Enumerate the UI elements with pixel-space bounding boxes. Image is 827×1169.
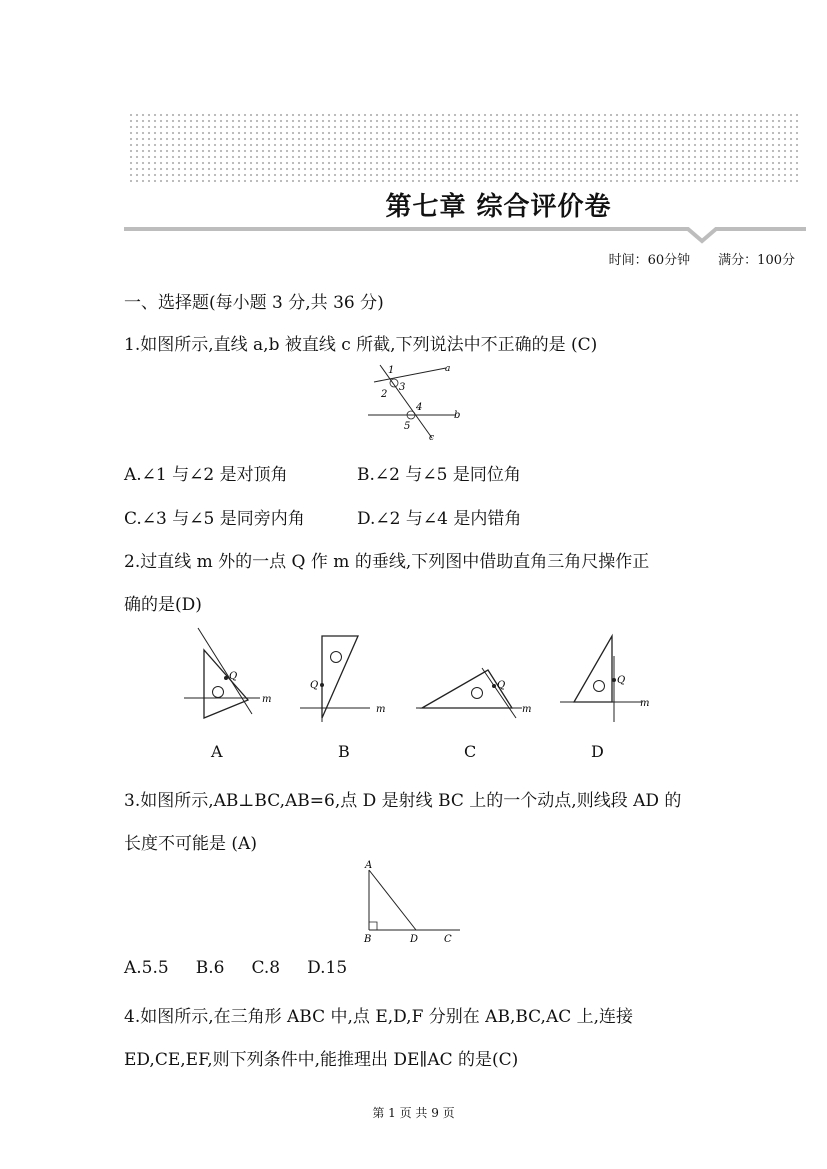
q2-caption-d: D [591, 742, 604, 761]
q4-stem-line1: 4.如图所示,在三角形 ABC 中,点 E,D,F 分别在 AB,BC,AC 上,连接 [124, 1007, 634, 1027]
q3-options: A.5.5 B.6 C.8 D.15 [124, 958, 348, 978]
q2-b-point-label: Q [310, 680, 319, 691]
q2-a-point-label: Q [229, 671, 238, 682]
q3-label-a: A [365, 860, 373, 871]
exam-meta [581, 249, 795, 268]
q1-stem: 1.如图所示,直线 a,b 被直线 c 所截,下列说法中不正确的是 (C) [124, 335, 598, 355]
page-footer: 第 1 页 共 9 页 [372, 1106, 455, 1120]
q2-caption-b: B [338, 742, 350, 761]
q3-stem-line1: 3.如图所示,AB⊥BC,AB=6,点 D 是射线 BC 上的一个动点,则线段 AD 的 [124, 791, 682, 811]
full-score: 满分：100分 [718, 253, 795, 268]
q2-stem-line1: 2.过直线 m 外的一点 Q 作 m 的垂线,下列图中借助直角三角尺操作正 [124, 552, 650, 572]
section-heading: 一、选择题(每小题 3 分,共 36 分) [124, 293, 384, 313]
q2-b-line-label: m [376, 704, 386, 715]
q2-d-point-label: Q [617, 675, 626, 686]
q1-label-1: 1 [388, 365, 395, 376]
q1-option-b: B.∠2 与∠5 是同位角 [357, 465, 521, 485]
q2-d-line-label: m [640, 698, 650, 709]
q2-stem-line2: 确的是(D) [124, 595, 202, 615]
q2-figure-c [414, 664, 534, 722]
q1-label-2: 2 [381, 389, 388, 400]
q1-label-3: 3 [399, 382, 406, 393]
q1-figure [364, 360, 468, 444]
q1-label-b: b [454, 410, 461, 421]
q2-figure-b [296, 630, 392, 722]
q1-label-a: a [445, 364, 451, 374]
q2-caption-a: A [211, 742, 223, 761]
q3-label-d: D [410, 934, 419, 945]
q2-c-point-label: Q [497, 680, 506, 691]
q3-stem-line2: 长度不可能是 (A) [124, 834, 257, 854]
q2-c-line-label: m [522, 704, 532, 715]
header-rule [0, 222, 827, 244]
q3-label-c: C [444, 934, 452, 945]
q1-label-5: 5 [404, 421, 411, 432]
q1-label-c: c [429, 433, 435, 443]
q1-option-a: A.∠1 与∠2 是对顶角 [124, 465, 288, 485]
q3-figure [358, 860, 466, 946]
time-limit: 时间：60分钟 [608, 253, 691, 268]
q2-figure-a [180, 626, 276, 722]
q2-caption-c: C [464, 742, 477, 761]
q1-option-d: D.∠2 与∠4 是内错角 [357, 509, 522, 529]
header-dot-pattern [128, 112, 800, 184]
page-title: 第七章 综合评价卷 [385, 192, 612, 222]
q2-figure-d [556, 630, 652, 722]
q1-option-c: C.∠3 与∠5 是同旁内角 [124, 509, 305, 529]
q3-label-b: B [364, 934, 372, 945]
q1-label-4: 4 [416, 402, 423, 413]
q2-a-line-label: m [262, 694, 272, 705]
q4-stem-line2: ED,CE,EF,则下列条件中,能推理出 DE∥AC 的是(C) [124, 1050, 519, 1070]
